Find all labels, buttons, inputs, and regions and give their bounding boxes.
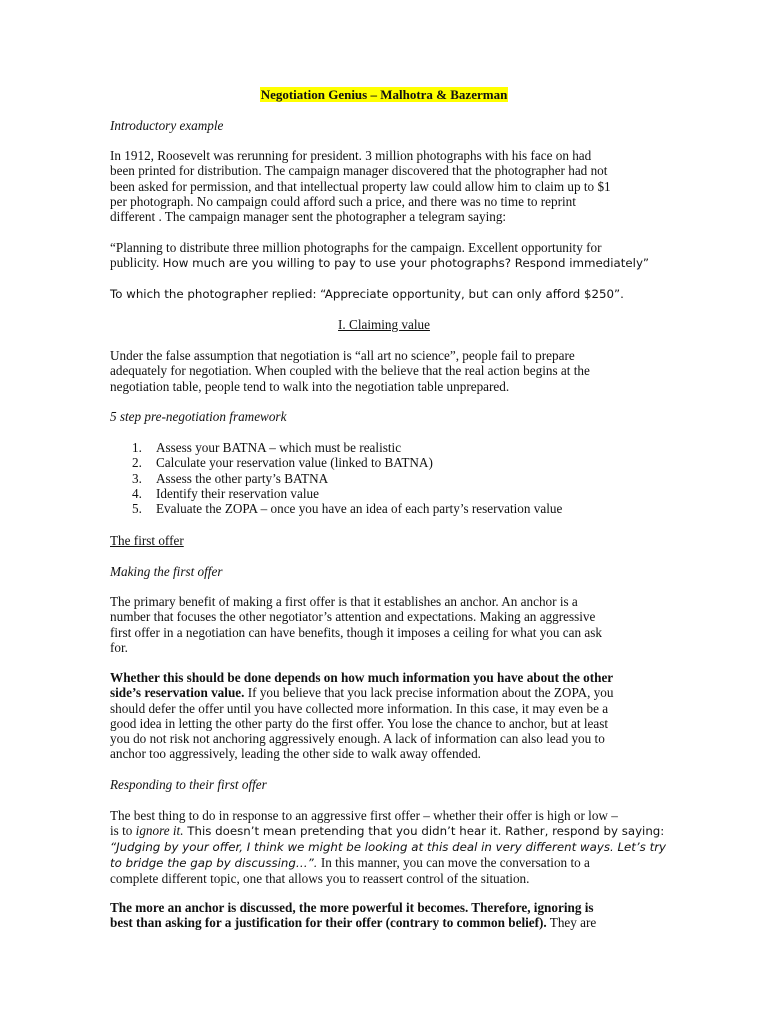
paragraph-line: The best thing to do in response to an aggressive first offer – whether their offer is high or low – xyxy=(110,808,618,823)
step-number: 4. xyxy=(132,485,142,501)
step-number: 5. xyxy=(132,501,142,517)
paragraph-line: should defer the offer until you have collected more information. In this case, it may even be a xyxy=(110,700,609,716)
making-offer-paragraph xyxy=(110,594,660,655)
step-text: Identify their reservation value xyxy=(156,485,319,501)
responding-heading: Responding to their first offer xyxy=(110,777,267,792)
step-text: Evaluate the ZOPA – once you have an idea of each party’s reservation value xyxy=(156,501,563,517)
reply-line xyxy=(110,287,660,302)
paragraph-line xyxy=(110,855,660,871)
quote-text: publicity. xyxy=(110,255,163,271)
bold-text: side’s reservation value. xyxy=(110,685,245,701)
step-text: Assess your BATNA – which must be realistic xyxy=(156,440,402,455)
paragraph-line: different . The campaign manager sent the photographer a telegram saying: xyxy=(110,209,507,225)
paragraph-line: number that focuses the other negotiator’s attention and expectations. Making an aggressive xyxy=(110,609,596,625)
paragraph-line: “Judging by your offer, I think we might be looking at this deal in very different ways. Let’s try xyxy=(110,839,667,854)
step-number: 2. xyxy=(132,455,142,471)
paragraph-line: been printed for distribution. The campaign manager discovered that the photographer had not xyxy=(110,163,608,179)
framework-heading: 5 step pre-negotiation framework xyxy=(110,409,287,424)
paragraph-line: for. xyxy=(110,639,128,655)
plain-text: This doesn’t mean pretending that you didn’t hear it. Rather, respond by saying: xyxy=(183,824,665,839)
step-text: Assess the other party’s BATNA xyxy=(156,470,329,486)
list-item xyxy=(132,501,562,516)
document-title: Negotiation Genius – Malhotra & Bazerman xyxy=(260,87,508,102)
step-list xyxy=(132,440,562,516)
bold-text: best than asking for a justification for their offer (contrary to common belief). xyxy=(110,915,547,931)
paragraph-line: complete different topic, one that allows you to reassert control of the situation. xyxy=(110,871,530,887)
paragraph-line: Under the false assumption that negotiation is “all art no science”, people fail to prepare xyxy=(110,348,575,363)
making-offer-heading: Making the first offer xyxy=(110,564,223,579)
italic-text: to bridge the gap by discussing…”. xyxy=(110,855,318,870)
paragraph-line: been asked for permission, and that intellectual property law could allow him to claim up to $1 xyxy=(110,178,611,194)
plain-text: They are xyxy=(546,915,597,931)
paragraph-line: In 1912, Roosevelt was rerunning for president. 3 million photographs with his face on had xyxy=(110,148,592,163)
paragraph-line: negotiation table, people tend to walk into the negotiation table unprepared. xyxy=(110,378,510,394)
title-wrap xyxy=(0,86,768,104)
paragraph-line: good idea in letting the other party do the first offer. You lose the chance to anchor, but at least xyxy=(110,715,609,731)
anchor-paragraph xyxy=(110,900,660,931)
paragraph-line: first offer in a negotiation can have benefits, though it imposes a ceiling for what you can ask xyxy=(110,624,602,640)
paragraph-line: adequately for negotiation. When coupled with the believe that the real action begins at the xyxy=(110,363,590,379)
whether-paragraph xyxy=(110,670,660,762)
paragraph-line: Whether this should be done depends on how much information you have about the other xyxy=(110,670,614,685)
paragraph-line: The primary benefit of making a first offer is that it establishes an anchor. An anchor is a xyxy=(110,594,578,609)
list-item xyxy=(132,455,562,470)
first-offer-heading: The first offer xyxy=(110,533,184,548)
step-number: 1. xyxy=(132,440,142,455)
intro-heading: Introductory example xyxy=(110,118,224,133)
claiming-paragraph xyxy=(110,348,660,394)
step-text: Calculate your reservation value (linked to BATNA) xyxy=(156,455,433,471)
list-item xyxy=(132,440,562,455)
paragraph-line: per photograph. No campaign could afford such a price, and there was no time to reprint xyxy=(110,193,576,209)
section-heading: I. Claiming value xyxy=(338,317,430,332)
responding-paragraph xyxy=(110,808,667,887)
paragraph-line: The more an anchor is discussed, the more powerful it becomes. Therefore, ignoring is xyxy=(110,900,594,915)
plain-text: In this manner, you can move the conversation to a xyxy=(317,854,590,870)
intro-paragraph xyxy=(110,148,660,224)
reply-text: To which the photographer replied: “Appreciate opportunity, but can only afford $250”. xyxy=(110,287,624,301)
list-item xyxy=(132,471,562,486)
plain-text: is to xyxy=(110,823,136,839)
list-item xyxy=(132,486,562,501)
paragraph-line xyxy=(110,915,660,930)
paragraph-line: anchor too aggressively, leading the other side to walk away offended. xyxy=(110,746,481,762)
telegram-quote xyxy=(110,240,660,272)
quote-line: “Planning to distribute three million photographs for the campaign. Excellent opportunity for xyxy=(110,240,602,255)
italic-text: ignore it. xyxy=(135,823,184,839)
quote-text: How much are you willing to pay to use your photographs? Respond immediately” xyxy=(162,256,650,271)
paragraph-line xyxy=(110,685,660,700)
paragraph-line: you do not risk not anchoring aggressively enough. A lack of information can also lead you to xyxy=(110,731,605,747)
paragraph-line xyxy=(110,823,665,839)
step-number: 3. xyxy=(132,470,142,486)
quote-line xyxy=(110,255,660,271)
plain-text: If you believe that you lack precise information about the ZOPA, you xyxy=(244,685,614,701)
